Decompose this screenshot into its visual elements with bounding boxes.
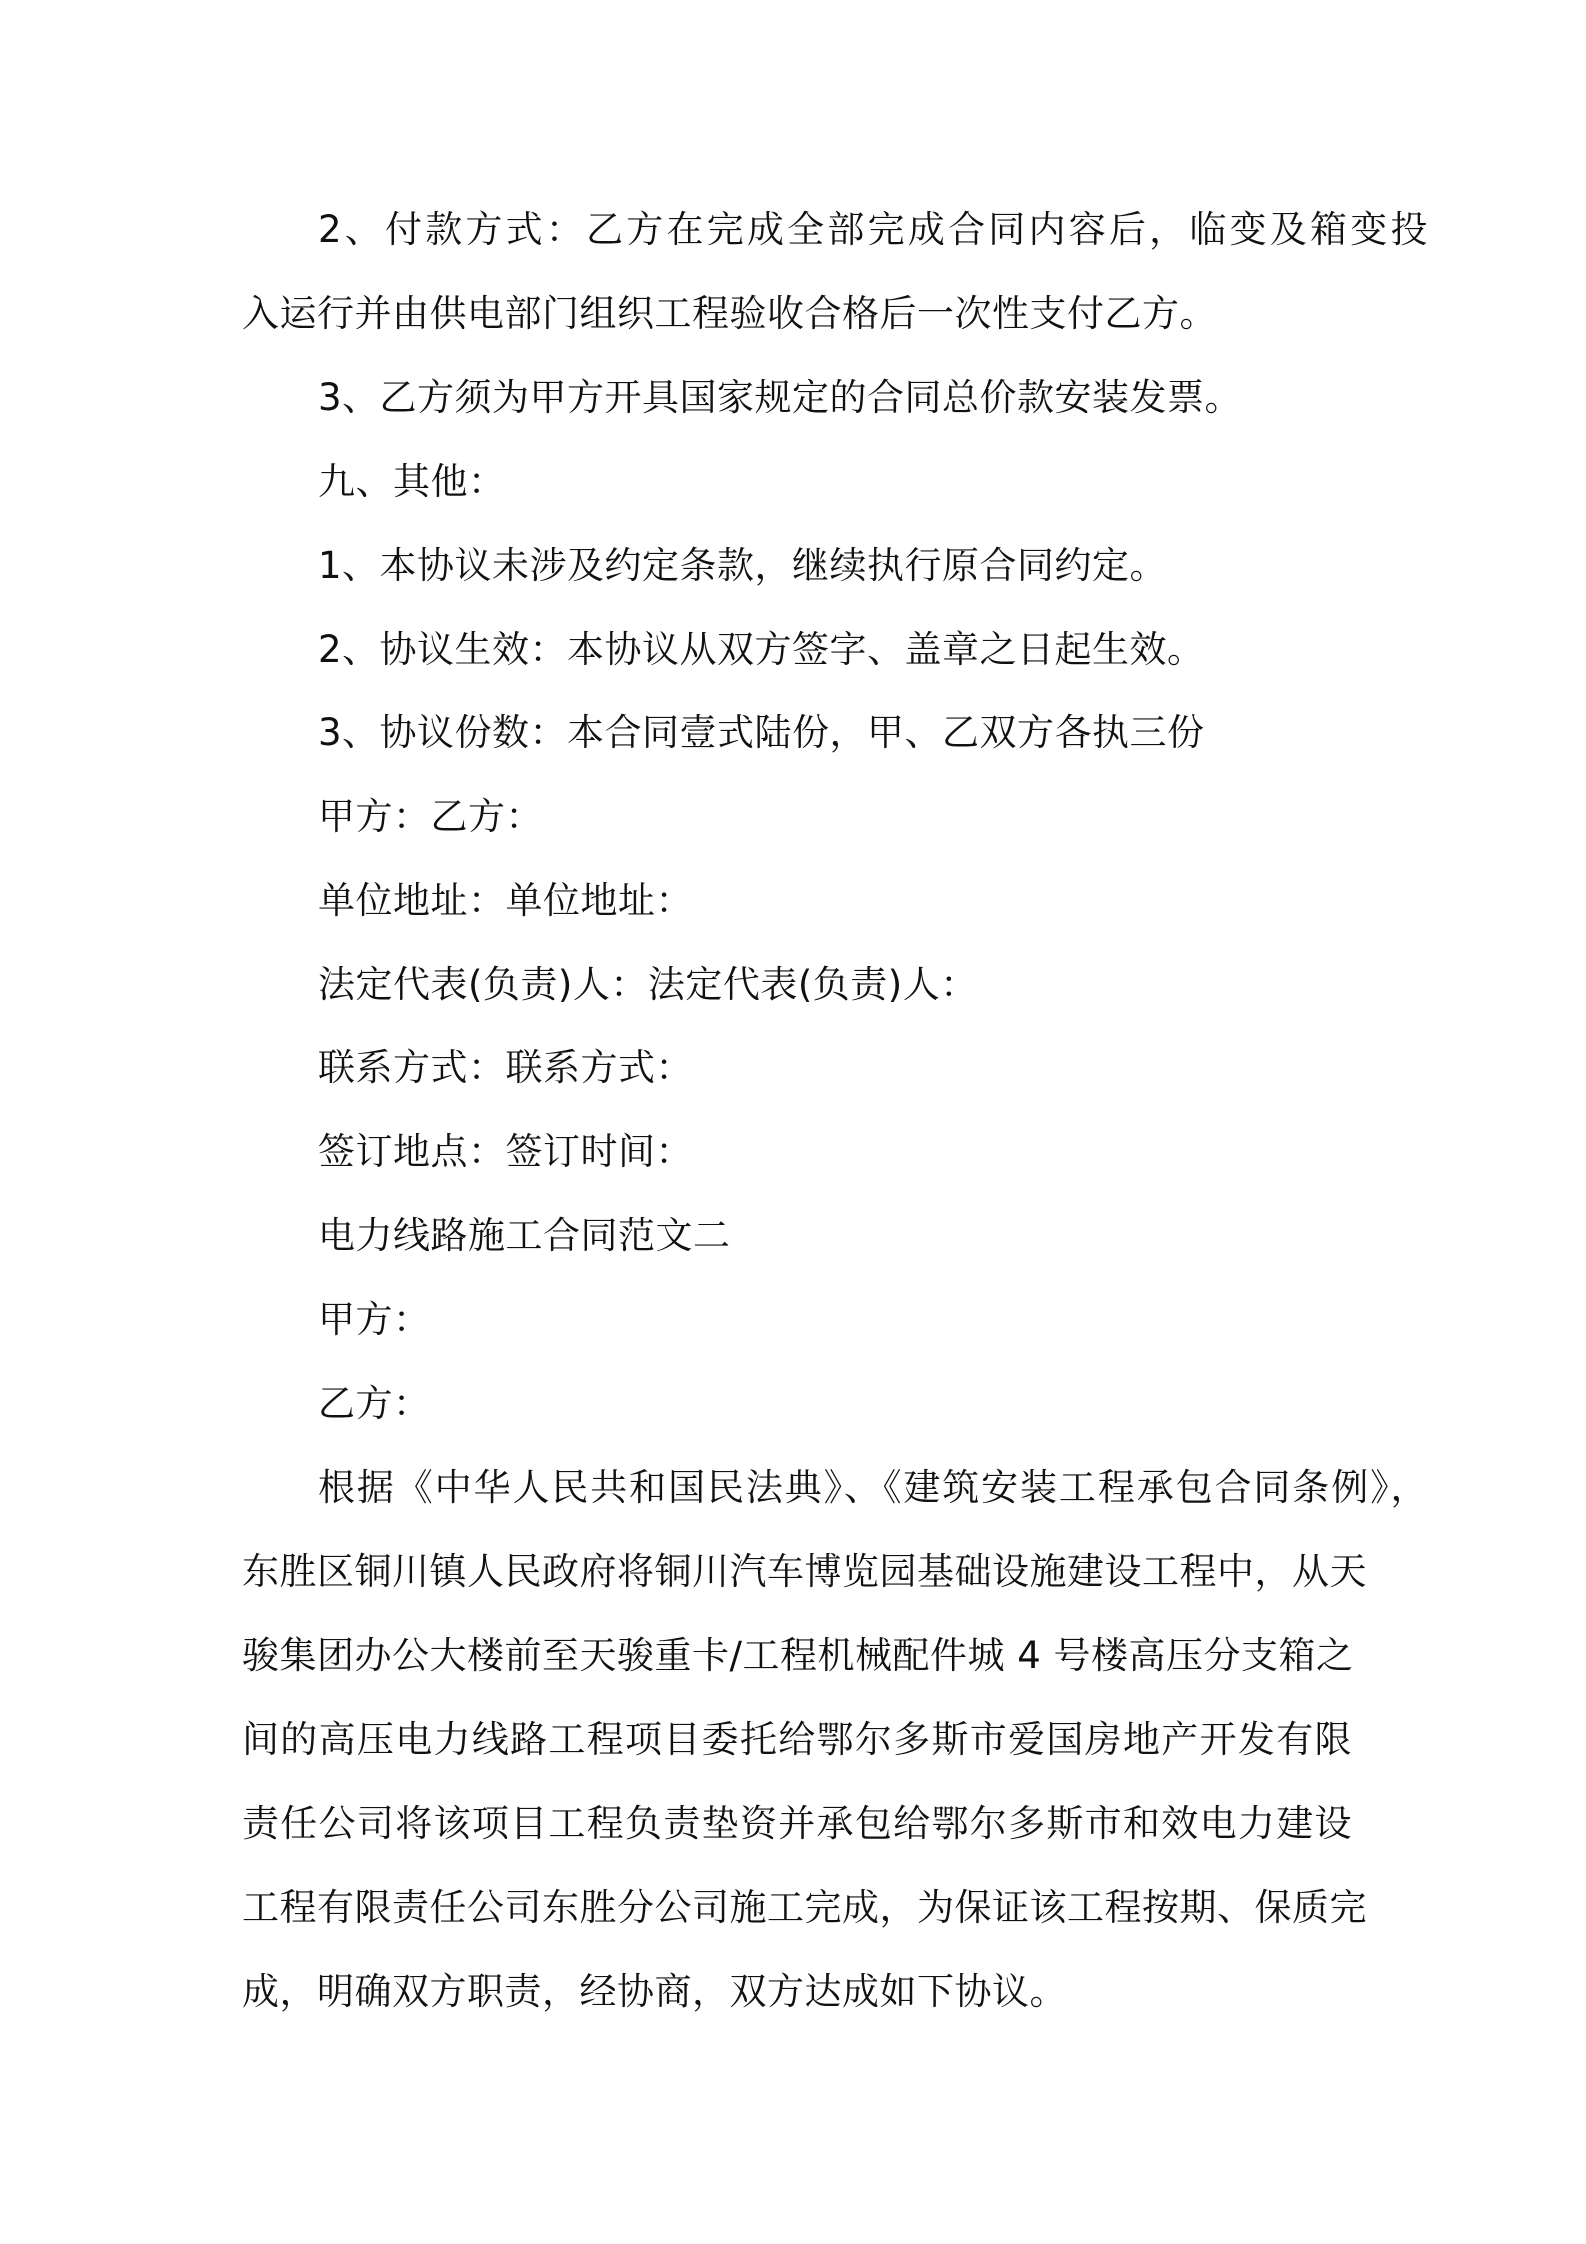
signature-parties: 甲方：乙方： <box>318 795 543 838</box>
preamble-line-3: 骏集团办公大楼前至天骏重卡/工程机械配件城 4 号楼高压分支箱之 <box>242 1634 1354 1677</box>
signature-address: 单位地址：单位地址： <box>318 879 693 922</box>
signature-contact: 联系方式：联系方式： <box>318 1046 693 1089</box>
preamble-line-4: 间的高压电力线路工程项目委托给鄂尔多斯市爱国房地产开发有限 <box>242 1718 1352 1761</box>
preamble-line-7: 成，明确双方职责，经协商，双方达成如下协议。 <box>242 1970 1067 2013</box>
clause-unmentioned-terms: 1、本协议未涉及约定条款，继续执行原合同约定。 <box>318 544 1168 587</box>
preamble-line-5: 责任公司将该项目工程负责垫资并承包给鄂尔多斯市和效电力建设 <box>242 1802 1352 1845</box>
payment-method-line-2: 入运行并由供电部门组织工程验收合格后一次性支付乙方。 <box>242 292 1217 335</box>
preamble-line-1: 根据《中华人民共和国民法典》、《建筑安装工程承包合同条例》， <box>318 1466 1428 1509</box>
sample-title: 电力线路施工合同范文二 <box>318 1214 731 1257</box>
party-a-label: 甲方： <box>318 1298 431 1341</box>
payment-method-line-1: 2、付款方式：乙方在完成全部完成合同内容后，临变及箱变投 <box>318 208 1428 251</box>
preamble-line-2: 东胜区铜川镇人民政府将铜川汽车博览园基础设施建设工程中，从天 <box>242 1550 1367 1593</box>
section-heading-other: 九、其他： <box>318 460 506 503</box>
clause-copies: 3、协议份数：本合同壹式陆份，甲、乙双方各执三份 <box>318 711 1205 754</box>
preamble-line-6: 工程有限责任公司东胜分公司施工完成，为保证该工程按期、保质完 <box>242 1886 1367 1929</box>
signature-place-time: 签订地点：签订时间： <box>318 1130 693 1173</box>
signature-legal-rep: 法定代表(负责)人：法定代表(负责)人： <box>318 963 978 1006</box>
party-b-label: 乙方： <box>318 1382 431 1425</box>
clause-effective: 2、协议生效：本协议从双方签字、盖章之日起生效。 <box>318 628 1205 671</box>
invoice-clause: 3、乙方须为甲方开具国家规定的合同总价款安装发票。 <box>318 376 1243 419</box>
